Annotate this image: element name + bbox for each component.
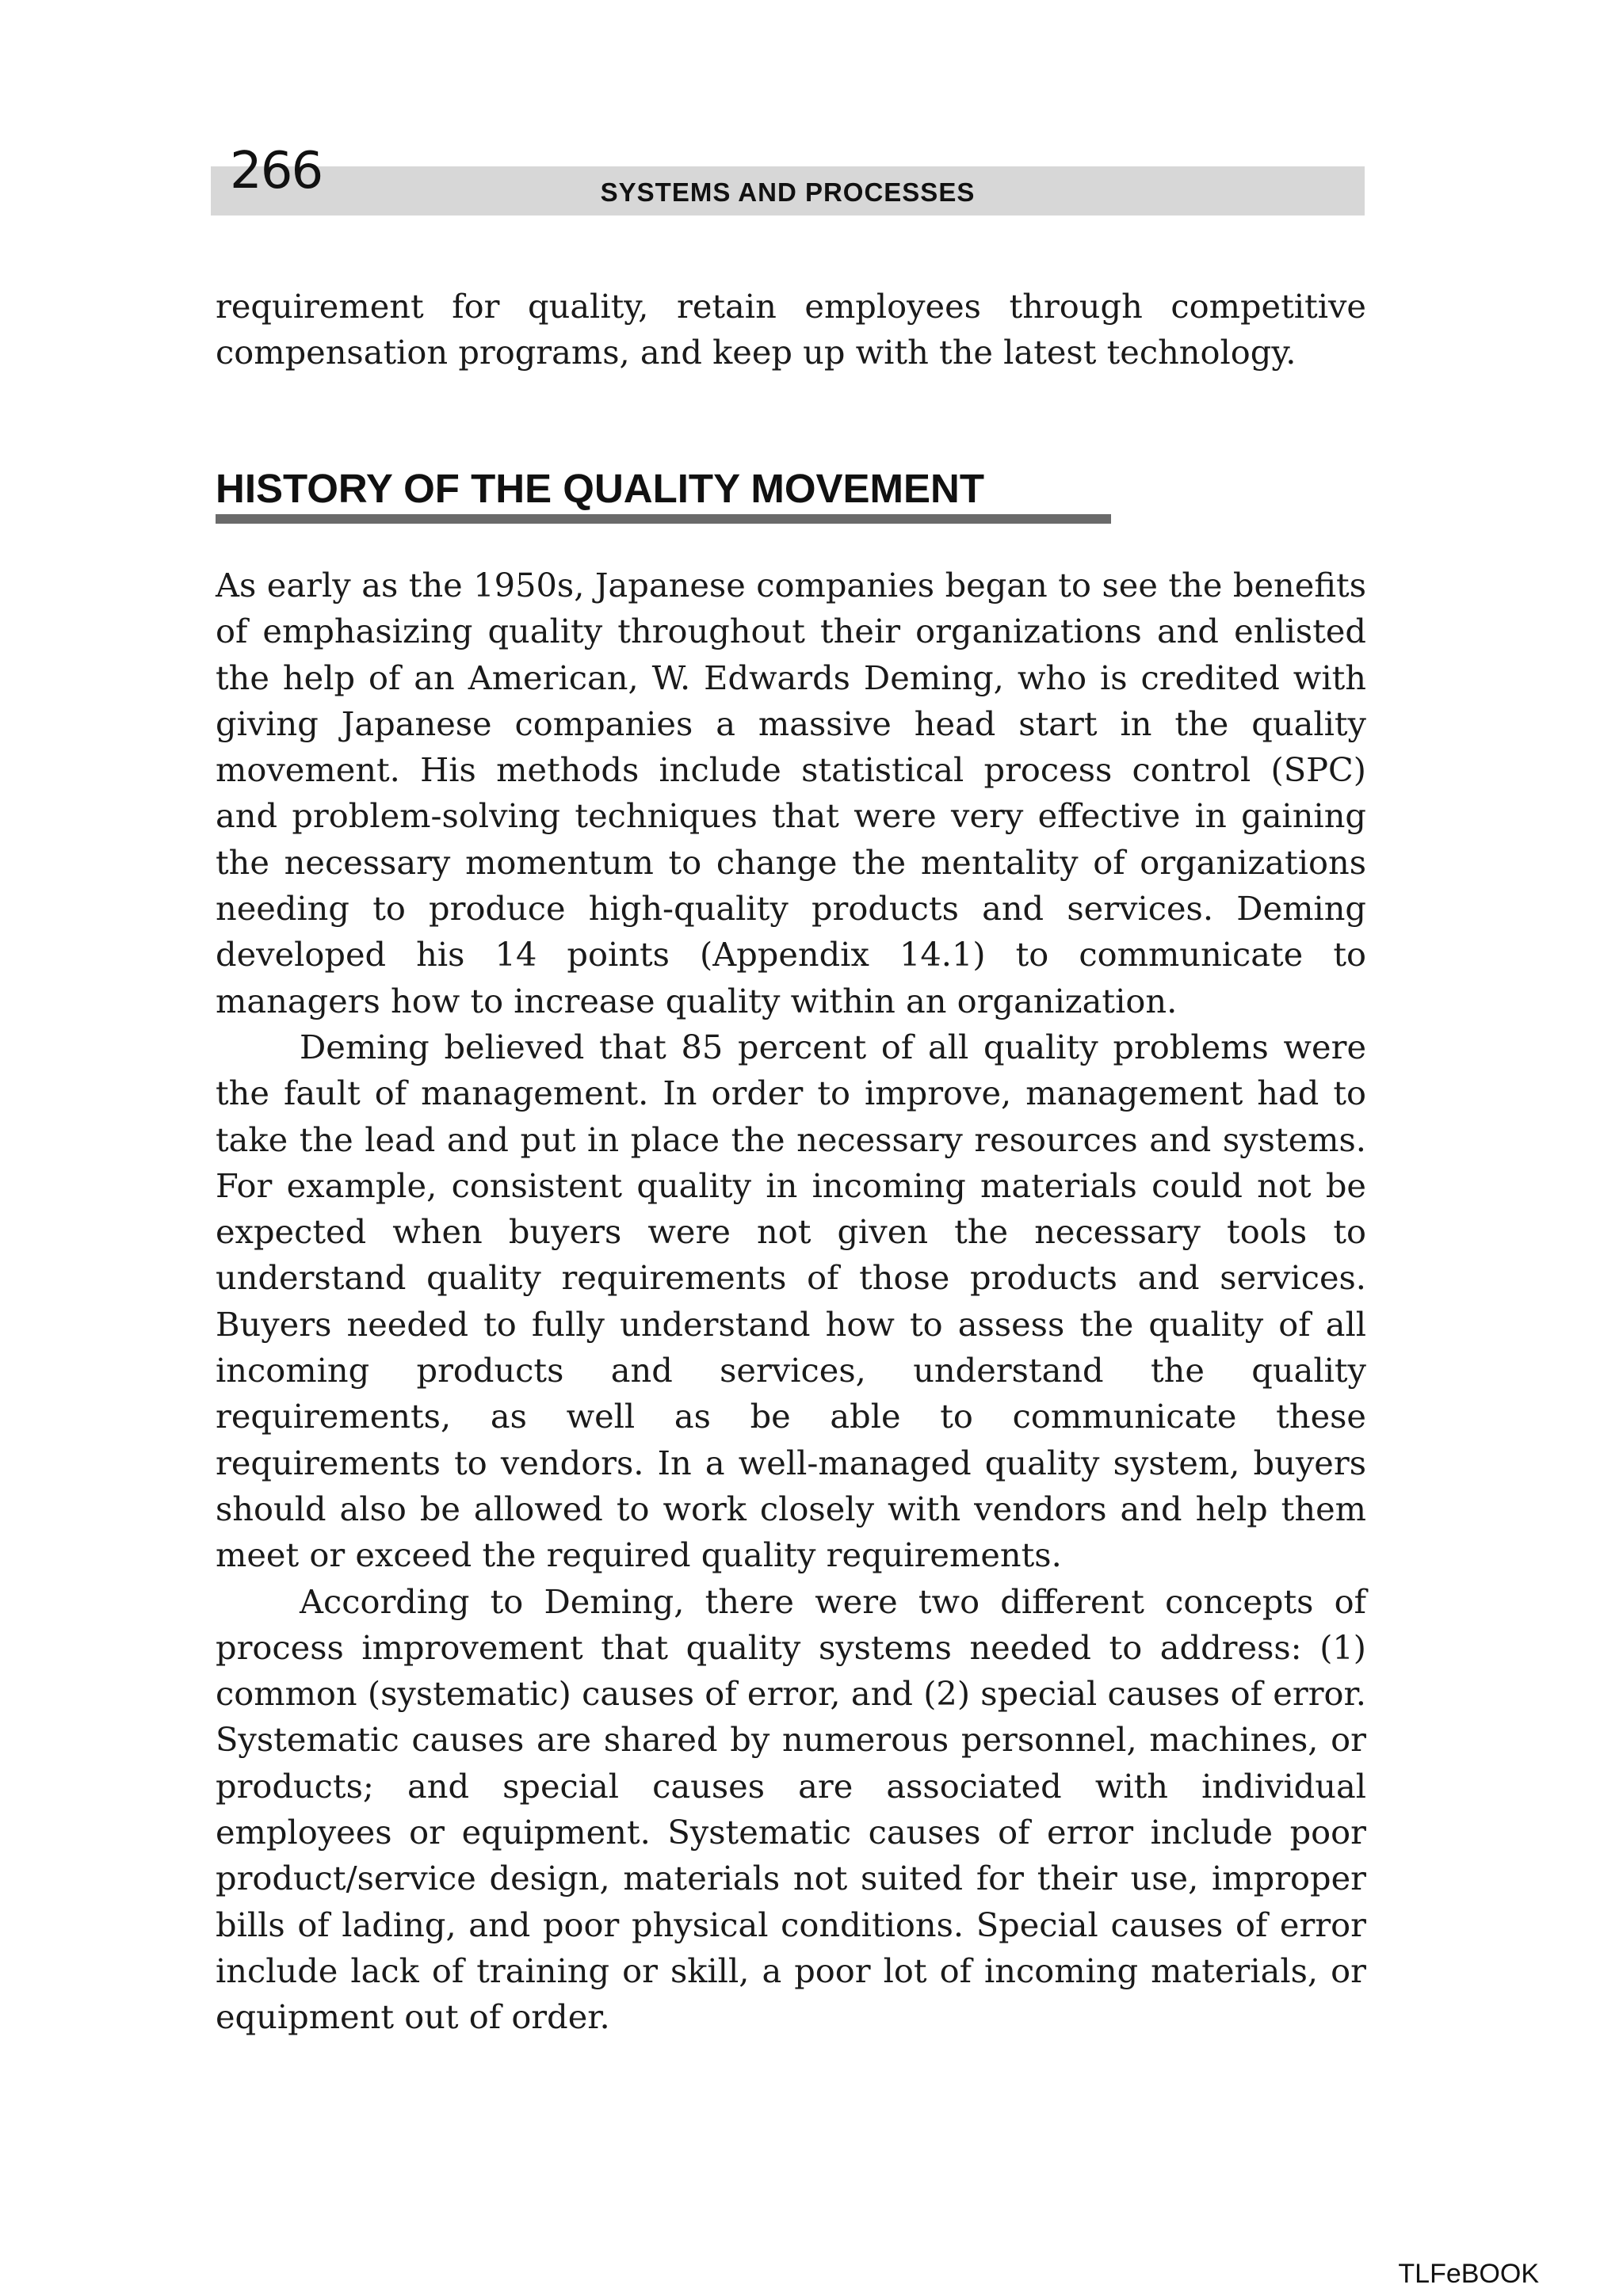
section-body: [216, 563, 1366, 2041]
page-number: 266: [230, 142, 323, 200]
paragraph: As early as the 1950s, Japanese companies began to see the benefits of emphasizing quality throughout their organizations and enlisted the help of an American, W. Edwards Deming, who is credited with giving Japanese companies a massive head start in the quality movement. His methods include statistical process control (SPC) and problem-solving techniques that were very effective in gaining the necessary momentum to change the mentality of organizations needing to produce high-quality products and services. Deming developed his 14 points (Appendix 14.1) to communicate to managers how to increase quality within an organization.: [216, 566, 1366, 1020]
section-heading: HISTORY OF THE QUALITY MOVEMENT: [216, 466, 985, 511]
intro-paragraph: requirement for quality, retain employees through competitive compensation programs, and keep up with the latest technology.: [216, 287, 1366, 372]
watermark: TLFeBOOK: [1398, 2259, 1539, 2289]
heading-underline: [216, 514, 1111, 524]
paragraph: Deming believed that 85 percent of all quality problems were the fault of management. In order to improve, management had to take the lead and put in place the necessary resources and systems. For example, consistent quality in incoming materials could not be expected when buyers were not given the necessary tools to understand quality requirements of those products and services. Buyers needed to fully understand how to assess the quality of all incoming products and services, understand the quality requirements, as well as be able to communicate these requirements to vendors. In a well-managed quality system, buyers should also be allowed to work closely with vendors and help them meet or exceed the required quality requirements.: [216, 1027, 1366, 1575]
paragraph: According to Deming, there were two different concepts of process improvement that quality systems needed to address: (1) common (systematic) causes of error, and (2) special causes of error. Systematic causes are shared by numerous personnel, machines, or products; and special causes are associated with individual employees or equipment. Systematic causes of error include poor product/service design, materials not suited for their use, improper bills of lading, and poor physical conditions. Special causes of error include lack of training or skill, a poor lot of incoming materials, or equipment out of order.: [216, 1581, 1366, 2037]
running-head: SYSTEMS AND PROCESSES: [600, 177, 976, 207]
